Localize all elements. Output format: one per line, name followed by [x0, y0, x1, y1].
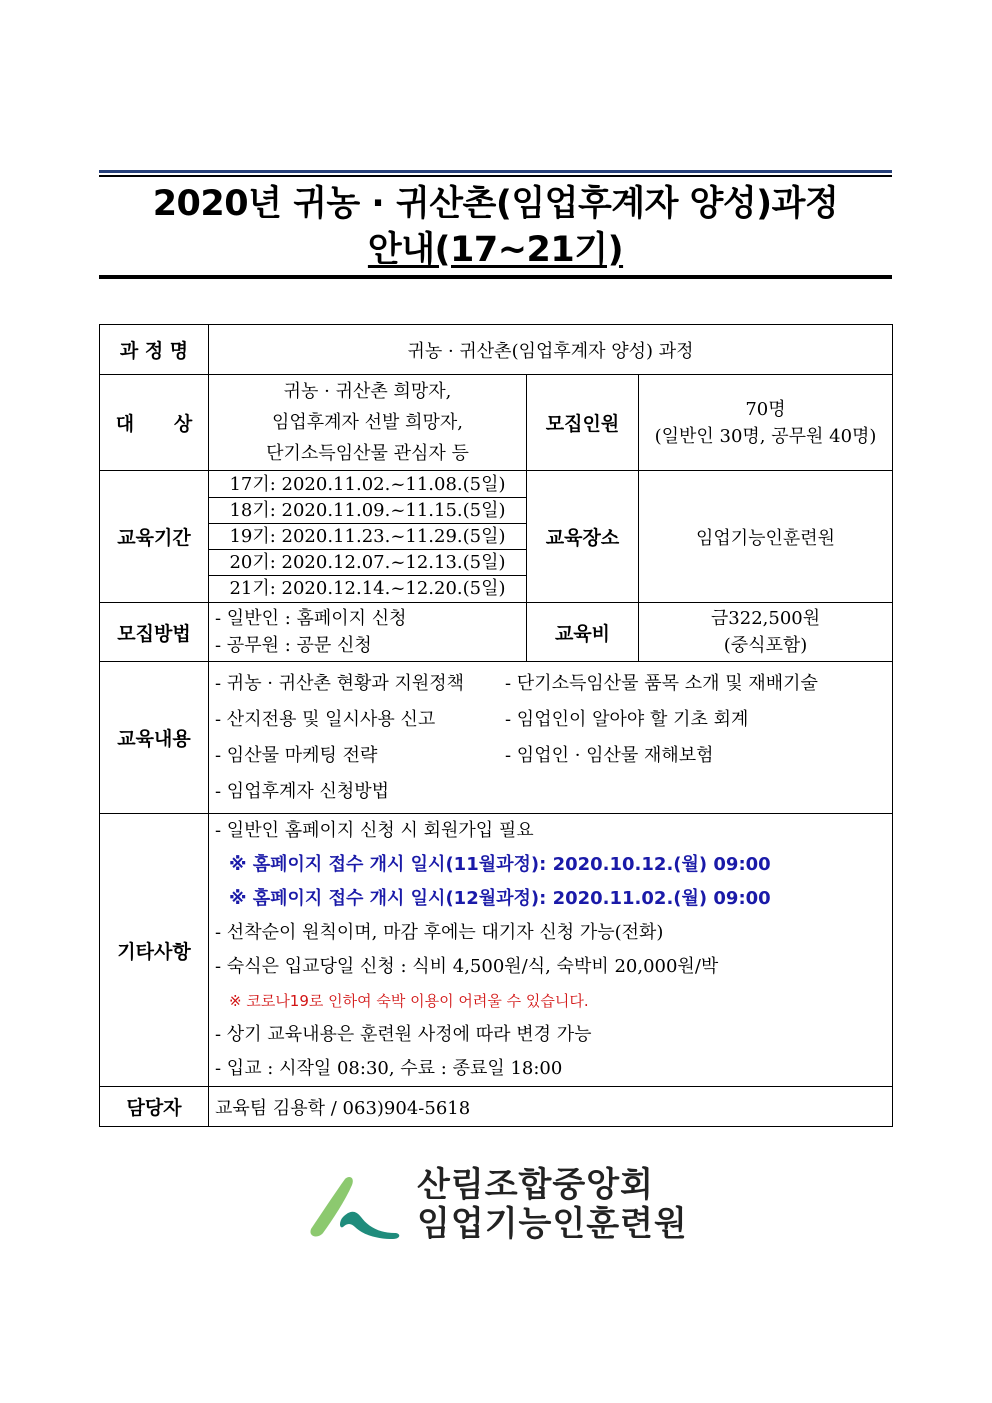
table-row — [100, 375, 893, 471]
course-name-label: 과 정 명 — [100, 325, 209, 375]
target-line: 귀농 · 귀산촌 희망자, — [283, 381, 452, 402]
etc-line: - 일반인 홈페이지 신청 시 회원가입 필요 — [215, 820, 534, 841]
page-title-line1: 2020년 귀농 · 귀산촌(임업후계자 양성)과정 — [152, 184, 839, 224]
content-label: 교육내용 — [100, 662, 209, 814]
page-title — [99, 177, 892, 273]
content-value — [209, 662, 893, 814]
logo-line2: 임업기능인훈련원 — [417, 1204, 688, 1244]
period-item: 21기: 2020.12.14.~12.20.(5일) — [209, 575, 526, 601]
title-rule-bottom — [99, 275, 892, 279]
etc-notice: ※ 홈페이지 접수 개시 일시(12월과정): 2020.11.02.(월) 09:00 — [229, 888, 771, 909]
period-item: 20기: 2020.12.07.~12.13.(5일) — [209, 549, 526, 575]
etc-line: - 숙식은 입교당일 신청 : 식비 4,500원/식, 숙박비 20,000원/박 — [215, 956, 719, 977]
course-name-value: 귀농 · 귀산촌(임업후계자 양성) 과정 — [209, 325, 893, 375]
etc-value — [209, 814, 893, 1087]
target-line: 단기소득임산물 관심자 등 — [266, 443, 469, 464]
table-row — [100, 1087, 893, 1127]
etc-line: - 입교 : 시작일 08:30, 수료 : 종료일 18:00 — [215, 1058, 563, 1079]
etc-line: - 상기 교육내용은 훈련원 사정에 따라 변경 가능 — [215, 1024, 592, 1045]
method-line: - 일반인 : 홈페이지 신청 — [215, 608, 407, 629]
fee-amount: 금322,500원 — [710, 608, 821, 629]
title-rule-top — [99, 170, 892, 173]
place-value: 임업기능인훈련원 — [639, 471, 893, 603]
etc-line: - 선착순이 원칙이며, 마감 후에는 대기자 신청 가능(전화) — [215, 922, 664, 943]
etc-covid-notice: ※ 코로나19로 인하여 숙박 이용이 어려울 수 있습니다. — [229, 992, 589, 1010]
page-title-line2: 안내(17~21기) — [367, 230, 624, 270]
method-value — [209, 603, 527, 662]
method-line: - 공무원 : 공문 신청 — [215, 635, 372, 656]
contact-value: 교육팀 김용학 / 063)904-5618 — [209, 1087, 893, 1127]
period-list — [209, 471, 527, 603]
fee-detail: (중식포함) — [723, 635, 808, 656]
fee-value — [639, 603, 893, 662]
period-label: 교육기간 — [100, 471, 209, 603]
table-row — [100, 471, 893, 603]
logo-text — [417, 1166, 688, 1244]
method-label: 모집방법 — [100, 603, 209, 662]
table-row — [100, 662, 893, 814]
content-item: - 산지전용 및 일시사용 신고 — [215, 708, 436, 730]
logo-line1: 산림조합중앙회 — [417, 1165, 654, 1205]
content-item: - 귀농 · 귀산촌 현황과 지원정책 — [215, 672, 465, 694]
recruit-value — [639, 375, 893, 471]
period-item: 17기: 2020.11.02.~11.08.(5일) — [229, 474, 506, 495]
table-row — [100, 603, 893, 662]
target-line: 임업후계자 선발 희망자, — [271, 412, 464, 433]
content-item: - 임업후계자 신청방법 — [215, 780, 390, 802]
recruit-detail: (일반인 30명, 공무원 40명) — [654, 425, 877, 447]
target-label: 대 상 — [100, 375, 209, 471]
recruit-label: 모집인원 — [527, 375, 639, 471]
forest-logo-icon — [305, 1171, 405, 1241]
title-block — [99, 170, 892, 279]
period-item: 18기: 2020.11.09.~11.15.(5일) — [209, 497, 526, 523]
content-item: - 임업인 · 임산물 재해보험 — [505, 744, 714, 766]
place-label: 교육장소 — [527, 471, 639, 603]
etc-notice: ※ 홈페이지 접수 개시 일시(11월과정): 2020.10.12.(월) 09:00 — [229, 854, 771, 875]
etc-label: 기타사항 — [100, 814, 209, 1087]
info-table — [99, 324, 893, 1127]
period-item: 19기: 2020.11.23.~11.29.(5일) — [209, 523, 526, 549]
contact-label: 담당자 — [100, 1087, 209, 1127]
table-row — [100, 325, 893, 375]
table-row — [100, 814, 893, 1087]
content-item: - 임산물 마케팅 전략 — [215, 744, 378, 766]
content-item: - 임업인이 알아야 할 기초 회계 — [505, 708, 749, 730]
fee-label: 교육비 — [527, 603, 639, 662]
content-item: - 단기소득임산물 품목 소개 및 재배기술 — [505, 672, 818, 694]
organization-logo — [305, 1166, 695, 1246]
target-value — [209, 375, 527, 471]
recruit-count: 70명 — [745, 398, 786, 420]
